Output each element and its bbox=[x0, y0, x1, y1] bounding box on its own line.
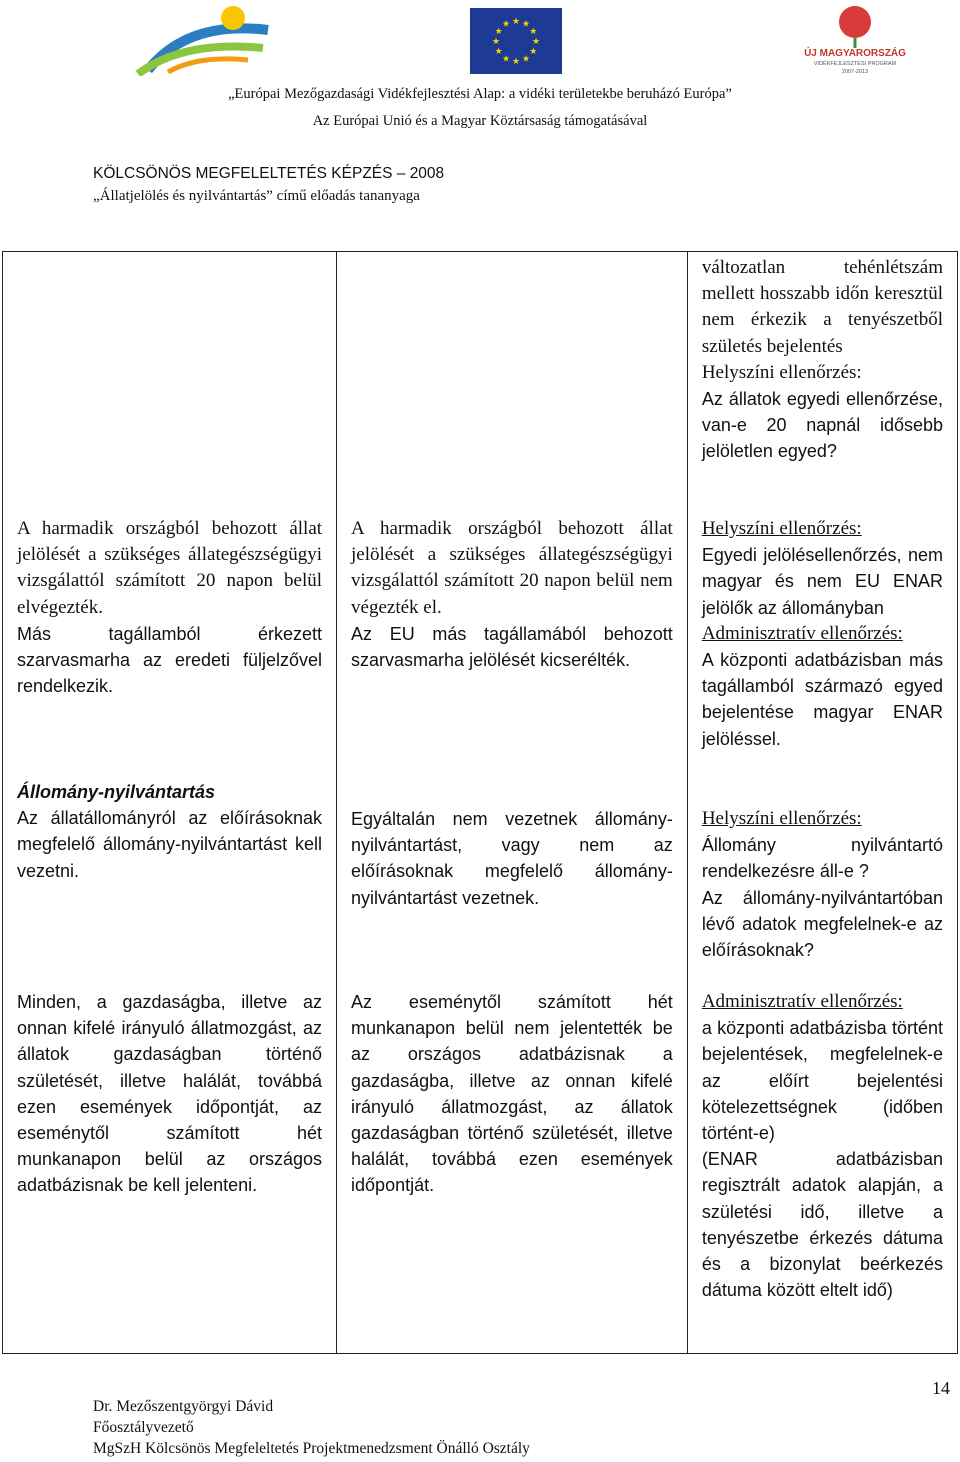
logo-right-title: ÚJ MAGYARORSZÁG bbox=[804, 48, 906, 59]
eu-flag-logo bbox=[470, 8, 562, 74]
eu-star-icon: ★ bbox=[529, 46, 538, 56]
inspection-onsite-heading: Helyszíni ellenőrzés: bbox=[701, 808, 862, 829]
edvf-logo bbox=[128, 0, 278, 76]
eu-star-icon: ★ bbox=[521, 53, 531, 64]
logo-right-years: 2007-2013 bbox=[841, 69, 869, 75]
noncompliance-eartag-replaced: Az EU más tagállamából behozott szarvasmarha jelölését kicserélték. bbox=[351, 623, 673, 671]
inspection-register-available: Állomány nyilvántartó rendelkezésre áll-e ? bbox=[701, 835, 943, 882]
inspection-birth-reporting-note: változatlan tehénlétszám mellett hosszabb időn keresztül nem érkezik a tenyészetből születés bejelentés bbox=[701, 257, 943, 357]
page-number: 14 bbox=[932, 1378, 950, 1398]
inspection-database-check: A központi adatbázisban más tagállamból származó egyed bejelentése magyar ENAR jelöléssel. bbox=[701, 650, 943, 749]
table-cell-inspection bbox=[687, 252, 957, 1354]
inspection-admin-heading: Adminisztratív ellenőrzés: bbox=[701, 991, 903, 1012]
eu-star-icon: ★ bbox=[529, 26, 538, 36]
table-cell-requirement bbox=[3, 252, 337, 1354]
requirement-event-reporting: Minden, a gazdaságba, illetve az onnan kifelé irányuló állatmozgást, az állatok gazdaságban történő születését, illetve halálát, továbbá ezen események időpontját, az eseménytől számított hét munkanapon belül az országos adatbázisnak be kell jelenteni. bbox=[17, 992, 323, 1196]
footer-role: Főosztályvezető bbox=[93, 1419, 194, 1436]
header-support-line: Az Európai Unió és a Magyar Köztársaság támogatásával bbox=[312, 113, 648, 129]
header-fund-line: „Európai Mezőgazdasági Vidékfejlesztési Alap: a vidéki területekbe beruházó Európa” bbox=[228, 86, 732, 102]
eu-star-icon: ★ bbox=[491, 36, 501, 46]
noncompliance-event-reporting: Az eseménytől számított hét munkanapon belül nem jelentették be az országos adatbázisnak a gazdaságba, illetve az onnan kifelé irányuló állatmozgást, az állatok gazdaságban történő születését, illetve halálát, továbbá ezen események időpontját. bbox=[351, 992, 673, 1196]
noncompliance-herd-register: Egyáltalán nem vezetnek állomány-nyilvántartást, vagy nem az előírásoknak megfelelő állomány-nyilvántartást vezetnek. bbox=[351, 809, 673, 908]
eu-star-icon: ★ bbox=[494, 46, 503, 56]
section-title-herd-register: Állomány-nyilvántartás bbox=[17, 782, 216, 802]
eu-star-icon: ★ bbox=[521, 18, 531, 29]
inspection-admin-heading: Adminisztratív ellenőrzés: bbox=[701, 622, 903, 644]
footer-organization: MgSzH Kölcsönös Megfeleltetés Projektmenedzsment Önálló Osztály bbox=[93, 1440, 530, 1457]
requirement-import-marking: A harmadik országból behozott állat jelölését a szükséges állategészségügyi vizsgálattól számított 20 napon belül elvégezték. bbox=[17, 518, 323, 618]
inspection-reporting-obligation: a központi adatbázisba történt bejelentések, megfelelnek-e az előírt bejelentési kötelezettségnek (időben történt-e) bbox=[701, 1018, 943, 1144]
eu-star-icon: ★ bbox=[501, 53, 511, 64]
noncompliance-import-marking: A harmadik országból behozott állat jelölését a szükséges állategészségügyi vizsgálattól számított 20 napon belül nem végezték el. bbox=[351, 518, 673, 618]
inspection-enar-timing: (ENAR adatbázisban regisztrált adatok alapján, a születési idő, illetve a tenyészetbe érkezés dátuma és a bizonylat beérkezés dátuma között eltelt idő) bbox=[701, 1149, 943, 1301]
requirement-herd-register: Az állatállományról az előírásoknak megfelelő állomány-nyilvántartást kell vezetni. bbox=[17, 808, 323, 881]
eu-star-icon: ★ bbox=[494, 26, 503, 36]
uj-magyarorszag-logo bbox=[800, 0, 910, 76]
requirement-eu-eartag: Más tagállamból érkezett szarvasmarha az eredeti füljelzővel rendelkezik. bbox=[17, 623, 323, 697]
course-subtitle: „Állatjelölés és nyilvántartás” című előadás tananyaga bbox=[93, 188, 420, 204]
requirements-table bbox=[2, 251, 958, 1354]
inspection-register-data: Az állomány-nyilvántartóban lévő adatok megfelelnek-e az előírásoknak? bbox=[701, 887, 943, 961]
eu-star-icon: ★ bbox=[501, 18, 511, 29]
inspection-onsite-heading: Helyszíni ellenőrzés: bbox=[701, 518, 862, 539]
inspection-marking-check: Egyedi jelölésellenőrzés, nem magyar és nem EU ENAR jelölők az állományban bbox=[701, 545, 943, 618]
inspection-onsite-heading: Helyszíni ellenőrzés: bbox=[701, 361, 862, 383]
eu-star-icon: ★ bbox=[531, 36, 541, 46]
inspection-individual-check: Az állatok egyedi ellenőrzése, van-e 20 napnál idősebb jelöletlen egyed? bbox=[701, 389, 943, 462]
course-title: KÖLCSÖNÖS MEGFELELTETÉS KÉPZÉS – 2008 bbox=[93, 165, 445, 182]
footer-author: Dr. Mezőszentgyörgyi Dávid bbox=[93, 1398, 274, 1415]
table-cell-noncompliance bbox=[337, 252, 688, 1354]
eu-star-icon: ★ bbox=[511, 56, 521, 66]
eu-star-icon: ★ bbox=[511, 16, 521, 26]
logo-right-subtitle: VIDÉKFEJLESZTÉSI PROGRAM bbox=[813, 61, 897, 67]
